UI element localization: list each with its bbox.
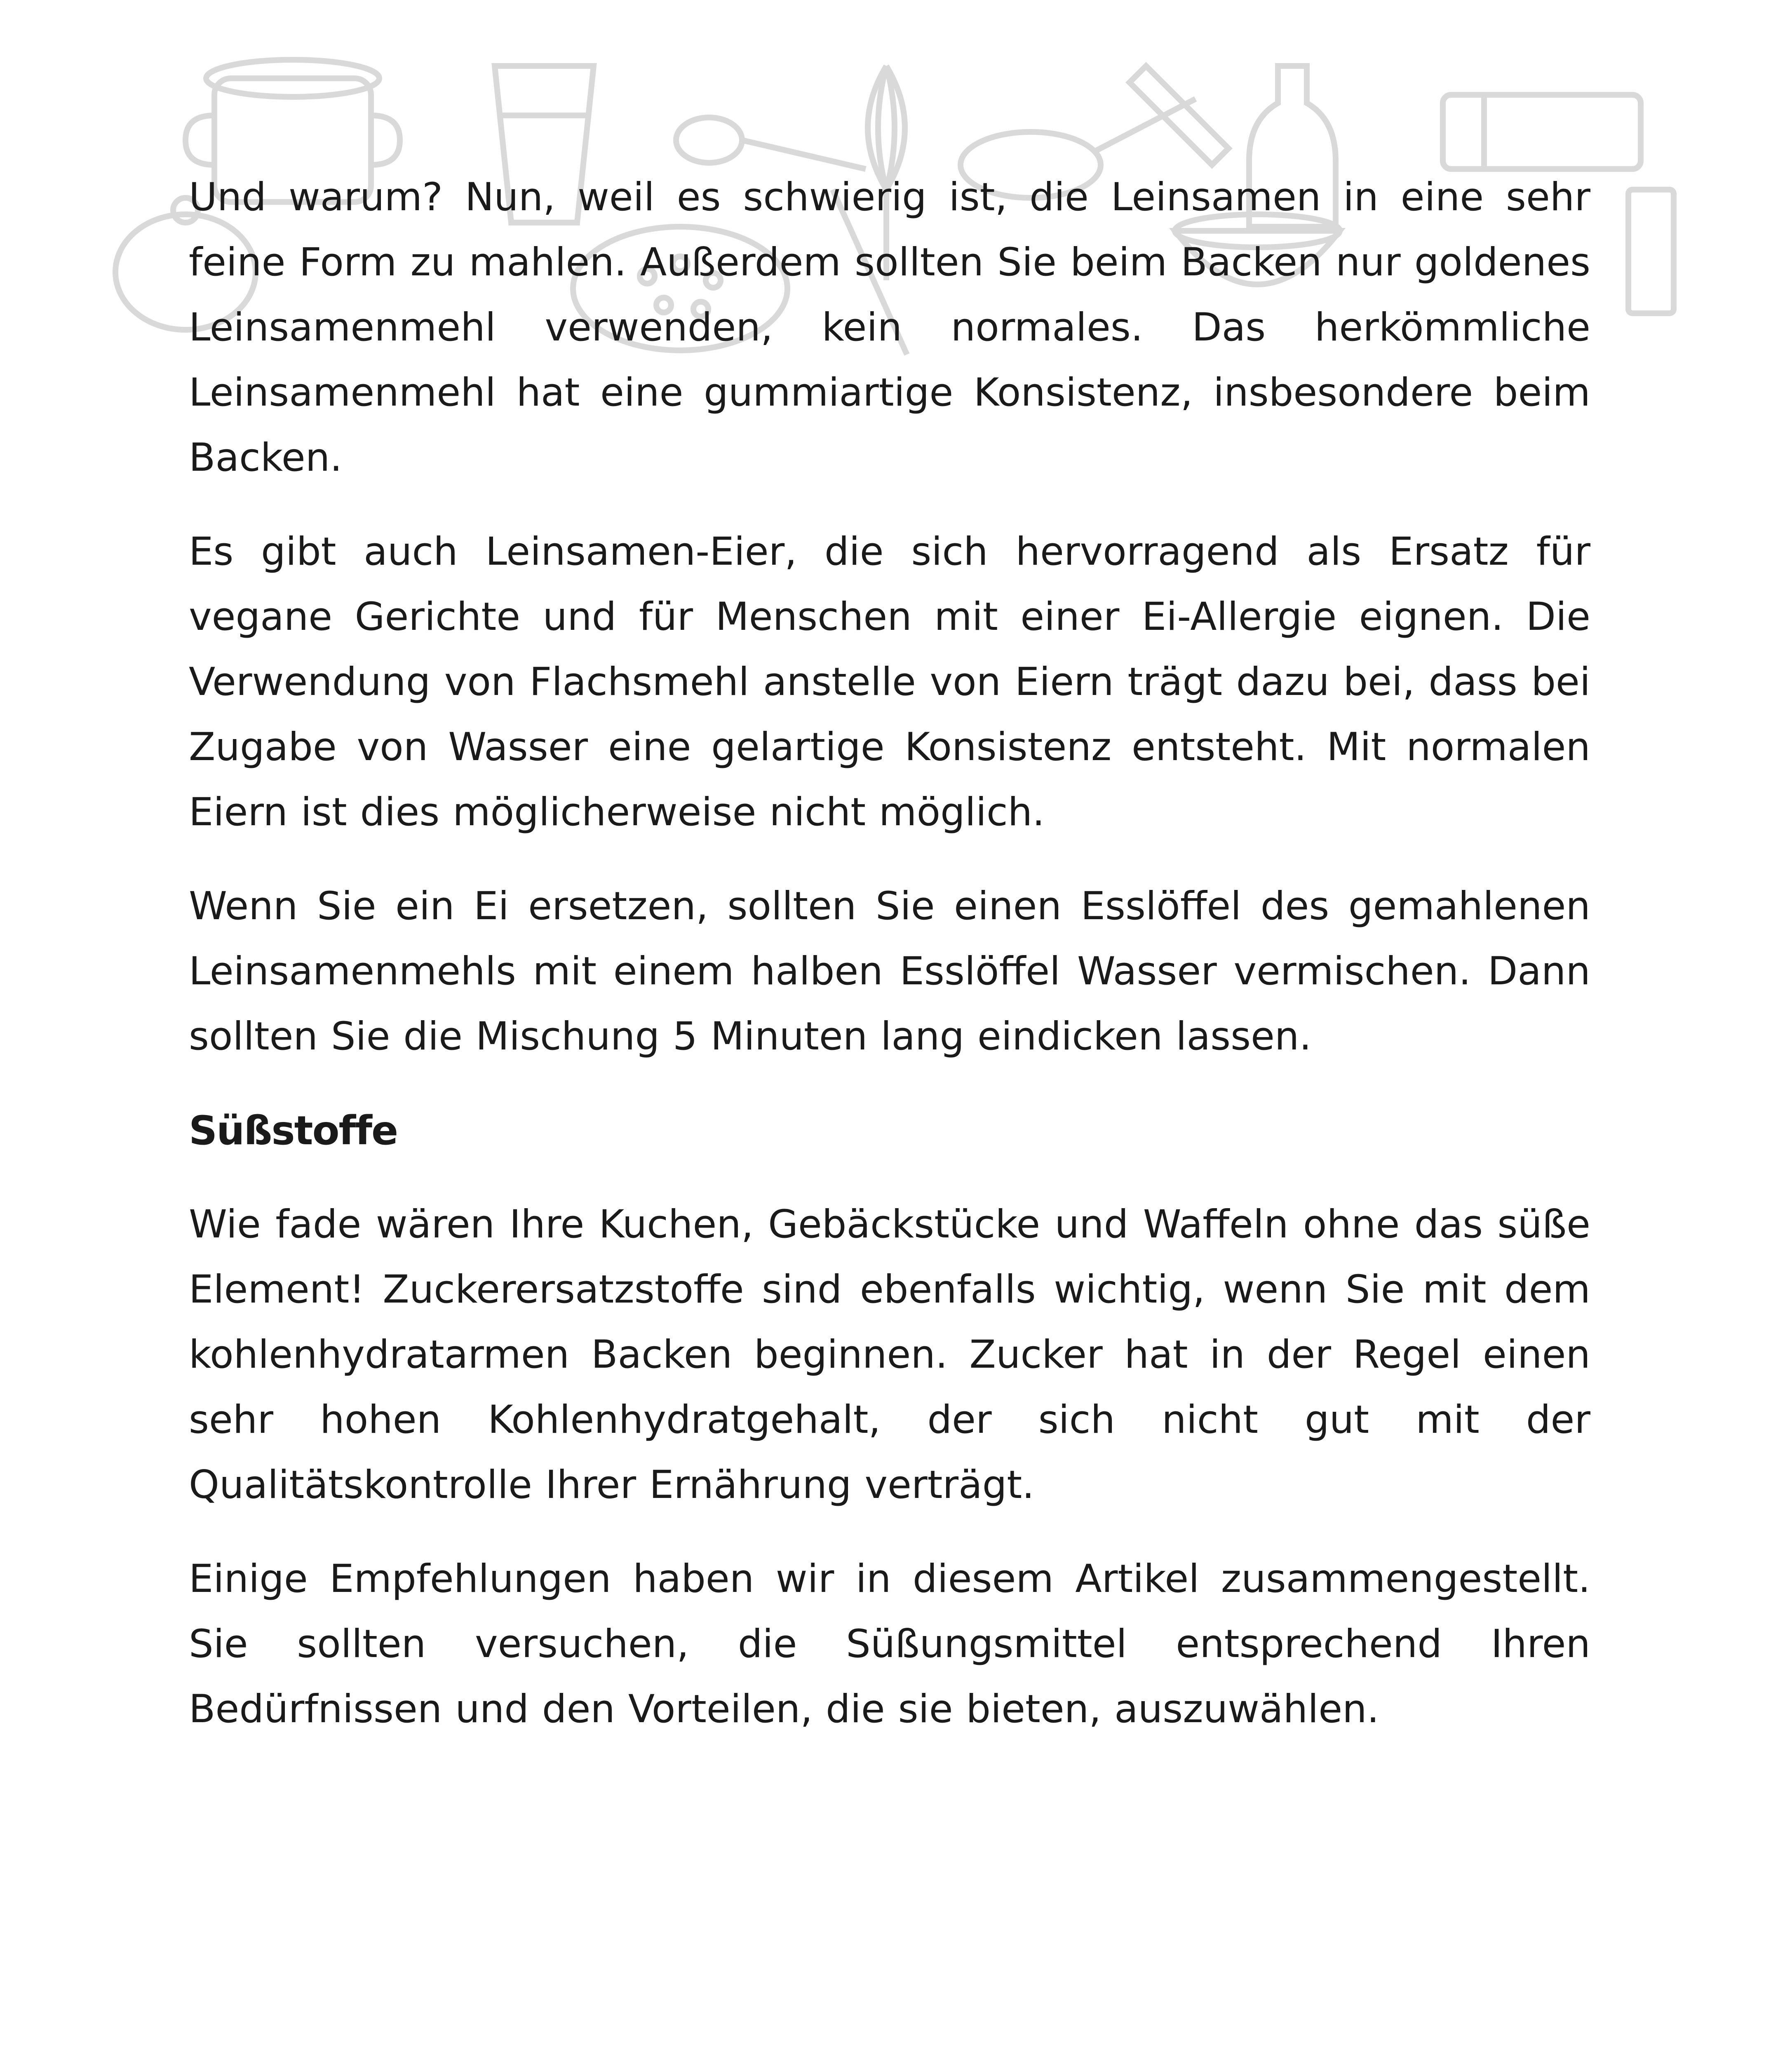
paragraph: Wie fade wären Ihre Kuchen, Gebäckstücke und Waffeln ohne das süße Element! Zuckerersatzstoffe sind ebenfalls wichtig, wenn Sie mit dem kohlenhydratarmen Backen beginnen. Zucker hat in der Regel einen sehr hohen Kohlenhydratgehalt, der sich nicht gut mit der Qualitätskontrolle Ihrer Ernährung verträgt.	[189, 1202, 1590, 1507]
page-content	[189, 165, 1590, 1771]
paragraph: Es gibt auch Leinsamen-Eier, die sich hervorragend als Ersatz für vegane Gerichte und für Menschen mit einer Ei-Allergie eignen. Die Verwendung von Flachsmehl anstelle von Eiern trägt dazu bei, dass bei Zugabe von Wasser eine gelartige Konsistenz entsteht. Mit normalen Eiern ist dies möglicherweise nicht möglich.	[189, 529, 1590, 835]
paragraph: Einige Empfehlungen haben wir in diesem Artikel zusammengestellt. Sie sollten versuchen, die Süßungsmittel entsprechend Ihren Bedürfnissen und den Vorteilen, die sie bieten, auszuwählen.	[189, 1556, 1590, 1732]
section-heading: Süßstoffe	[189, 1108, 398, 1154]
grater-icon	[1628, 190, 1674, 313]
paragraph: Wenn Sie ein Ei ersetzen, sollten Sie einen Esslöffel des gemahlenen Leinsamenmehls mit einem halben Esslöffel Wasser vermischen. Dann sollten Sie die Mischung 5 Minuten lang eindicken lassen.	[189, 884, 1590, 1059]
paragraph: Und warum? Nun, weil es schwierig ist, die Leinsamen in eine sehr feine Form zu mahlen. Außerdem sollten Sie beim Backen nur goldenes Leinsamenmehl verwenden, kein normales. Das herkömmliche Leinsamenmehl hat eine gummiartige Konsistenz, insbesondere beim Backen.	[189, 175, 1590, 480]
cake-ring-icon	[1443, 95, 1641, 169]
knife-icon	[1130, 66, 1228, 165]
spoon-icon	[676, 117, 866, 169]
